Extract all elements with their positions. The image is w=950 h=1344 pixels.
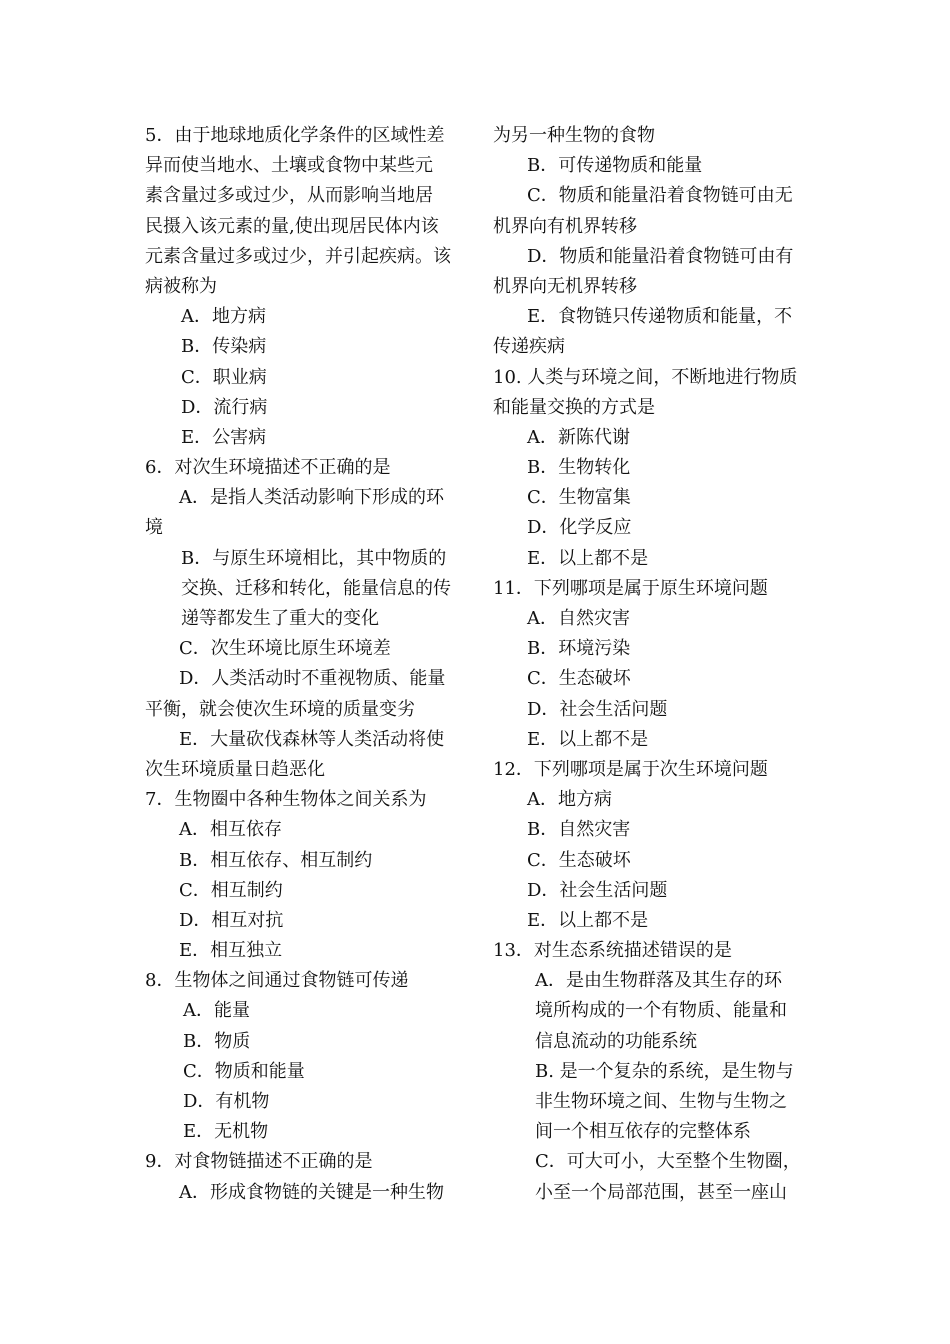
q10-option-e: E．以上都不是 [527,547,649,569]
q9-option-a: A．形成食物链的关键是一种生物 [179,1181,444,1203]
q11-option-b: B．环境污染 [527,638,631,660]
q8-option-c: C．物质和能量 [183,1060,305,1082]
q13-option-c: C．可大可小，大至整个生物圈， [535,1151,801,1173]
q8-option-b: B．物质 [183,1030,251,1052]
q8-option-e: E．无机物 [183,1121,269,1143]
q6-option-b-cont: 递等都发生了重大的变化 [181,608,379,629]
q6-option-e-cont: 次生环境质量日趋恶化 [145,758,325,780]
q6-option-a: A．是指人类活动影响下形成的环 [179,487,444,509]
q6-option-b-cont: 交换、迁移和转化，能量信息的传 [181,577,451,599]
q10-stem-cont: 和能量交换的方式是 [493,396,655,418]
q13-stem: 13．对生态系统描述错误的是 [493,940,732,962]
q6-stem: 6．对次生环境描述不正确的是 [145,457,391,479]
q10-option-c: C．生物富集 [527,487,631,509]
q11-option-a: A．自然灾害 [527,608,630,629]
q12-option-c: C．生态破坏 [527,849,631,871]
q10-option-b: B．生物转化 [527,457,631,479]
q6-option-d: D．人类活动时不重视物质、能量 [179,668,446,690]
q13-option-a: A．是由生物群落及其生存的环 [535,970,782,992]
q8-stem: 8．生物体之间通过食物链可传递 [145,970,409,992]
q9-stem: 9．对食物链描述不正确的是 [145,1151,373,1173]
q5-stem-line: 素含量过多或过少，从而影响当地居 [145,185,433,207]
q13-option-a-cont: 信息流动的功能系统 [535,1030,697,1052]
q9-option-d: D．物质和能量沿着食物链可由有 [527,245,794,267]
q12-option-b: B．自然灾害 [527,819,631,841]
q6-option-c: C．次生环境比原生环境差 [179,638,391,660]
q12-option-d: D．社会生活问题 [527,879,668,901]
q5-option-c: C．职业病 [181,366,267,388]
q11-stem: 11．下列哪项是属于原生环境问题 [493,577,768,599]
q12-option-a: A．地方病 [527,789,612,811]
q7-stem: 7．生物圈中各种生物体之间关系为 [145,789,427,811]
q5-option-b: B．传染病 [181,336,267,358]
q6-option-a-cont: 境 [145,517,163,539]
q13-option-b: B. 是一个复杂的系统，是生物与 [535,1060,794,1082]
q9-option-d-cont: 机界向无机界转移 [493,275,637,297]
q12-option-e: E．以上都不是 [527,909,649,931]
q7-option-d: D．相互对抗 [179,909,284,931]
q5-option-d: D．流行病 [181,396,268,418]
q13-option-b-cont: 非生物环境之间、生物与生物之 [535,1091,787,1112]
q13-option-a-cont: 境所构成的一个有物质、能量和 [535,1000,787,1022]
q7-option-b: B．相互依存、相互制约 [179,849,373,871]
q6-option-d-cont: 平衡，就会使次生环境的质量变劣 [145,698,415,720]
q5-stem-line: 异而使当地水、土壤或食物中某些元 [145,155,433,177]
q10-option-a: A．新陈代谢 [527,426,630,448]
q10-stem: 10. 人类与环境之间，不断地进行物质 [493,366,798,388]
q9-option-e: E．食物链只传递物质和能量，不 [527,306,793,328]
q6-option-e: E．大量砍伐森林等人类活动将使 [179,728,445,750]
q10-option-d: D．化学反应 [527,517,632,539]
q11-option-e: E．以上都不是 [527,728,649,750]
q13-option-b-cont: 间一个相互依存的完整体系 [535,1121,751,1143]
q13-option-c-cont: 小至一个局部范围，甚至一座山 [535,1181,787,1203]
q5-option-e: E．公害病 [181,426,267,448]
q11-option-c: C．生态破坏 [527,668,631,690]
q5-stem-line: 病被称为 [145,275,217,297]
q8-option-a: A．能量 [183,1000,250,1022]
q7-option-a: A．相互依存 [179,819,282,841]
q12-stem: 12．下列哪项是属于次生环境问题 [493,758,768,780]
q6-option-b: B．与原生环境相比，其中物质的 [181,547,447,569]
q9-option-a-cont: 为另一种生物的食物 [493,125,655,146]
right-column [493,121,811,1208]
q9-option-e-cont: 传递疾病 [493,336,565,358]
q9-option-c-cont: 机界向有机界转移 [493,215,637,237]
left-column [145,121,463,1208]
q5-option-a: A．地方病 [181,306,266,328]
q9-option-b: B．可传递物质和能量 [527,155,703,177]
q7-option-c: C．相互制约 [179,879,283,901]
q11-option-d: D．社会生活问题 [527,698,668,720]
q5-stem-line: 民摄入该元素的量,使出现居民体内该 [145,215,439,237]
q8-option-d: D．有机物 [183,1091,270,1112]
q7-option-e: E．相互独立 [179,940,283,962]
q9-option-c: C．物质和能量沿着食物链可由无 [527,185,793,207]
q5-stem-line: 元素含量过多或过少，并引起疾病。该 [145,245,451,267]
q5-stem-line: 5．由于地球地质化学条件的区域性差 [145,125,445,146]
